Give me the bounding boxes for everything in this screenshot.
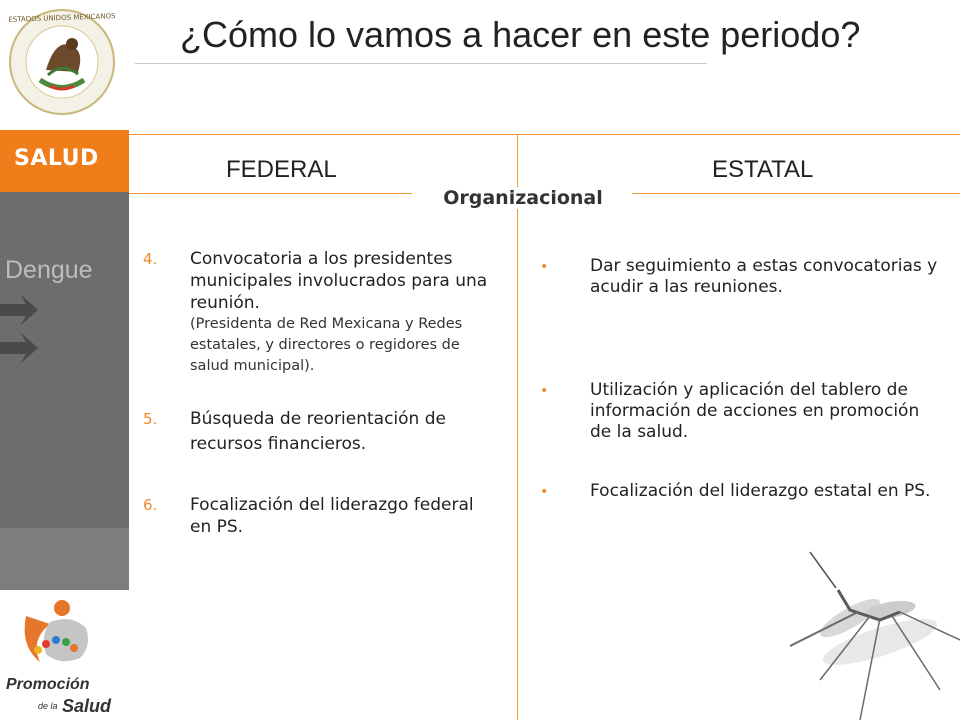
salud-band (0, 130, 129, 192)
promo-line1: Promoción (6, 676, 90, 693)
gray-band-lower (0, 528, 129, 590)
item-text: Búsqueda de reorientación de recursos financieros. (190, 409, 446, 454)
item-number: 5. (143, 410, 158, 428)
item-text: Focalización del liderazgo estatal en PS. (590, 481, 931, 501)
list-item (540, 481, 945, 502)
bullet-icon: • (540, 259, 549, 275)
arrows-icon (0, 290, 60, 380)
mosquito-icon (730, 550, 960, 720)
page-title: ¿Cómo lo vamos a hacer en este periodo? (180, 14, 861, 55)
item-subtext: (Presidenta de Red Mexicana y Redes estatales, y directores o regidores de salud municipal). (190, 316, 463, 374)
left-rule (129, 193, 412, 194)
item-text: Focalización del liderazgo federal en PS. (190, 495, 474, 537)
header-rule (129, 134, 960, 135)
column-divider (517, 134, 518, 720)
item-number: 6. (143, 496, 158, 514)
bullet-icon: • (540, 484, 549, 500)
promocion-salud-logo (0, 596, 129, 720)
sidebar (0, 0, 129, 720)
right-rule (631, 193, 960, 194)
salud-label: SALUD (14, 146, 99, 171)
list-item (540, 256, 945, 298)
promo-line2-small: de la (38, 701, 58, 711)
list-item (143, 494, 493, 538)
item-text: Utilización y aplicación del tablero de información de acciones en promoción de la salud. (590, 380, 920, 442)
federal-list (143, 248, 493, 538)
organizacional-label: Organizacional (414, 187, 632, 209)
estatal-list (540, 256, 945, 502)
promo-line2-big: Salud (62, 696, 112, 716)
item-text: Convocatoria a los presidentes municipales involucrados para una reunión. (190, 249, 488, 313)
item-number: 4. (143, 250, 158, 268)
estatal-header: ESTATAL (712, 156, 814, 183)
bullet-icon: • (540, 383, 549, 399)
dengue-label: Dengue (5, 256, 93, 284)
list-item (143, 407, 493, 457)
federal-header: FEDERAL (226, 156, 337, 183)
list-item (540, 380, 945, 443)
item-text: Dar seguimiento a estas convocatorias y acudir a las reuniones. (590, 256, 938, 297)
svg-text:ESTADOS UNIDOS MEXICANOS: ESTADOS UNIDOS MEXICANOS (8, 12, 116, 24)
title-divider (135, 63, 707, 64)
list-item (143, 248, 493, 377)
mexican-seal (0, 0, 129, 130)
